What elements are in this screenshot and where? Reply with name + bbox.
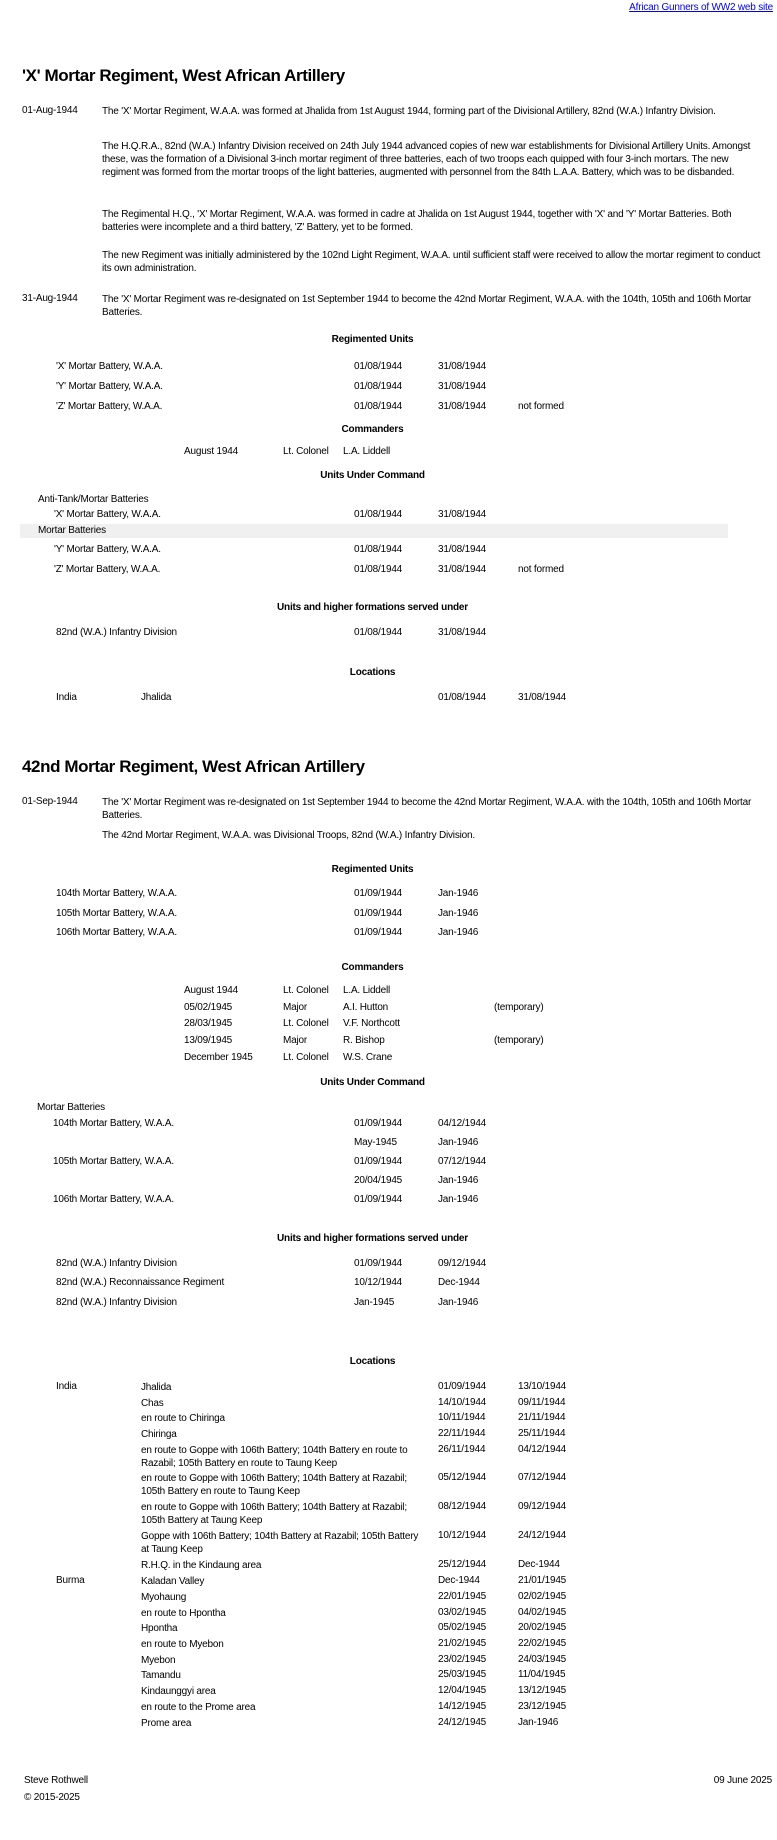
date-from: 10/12/1944 bbox=[438, 1530, 487, 1541]
locations-heading: Locations bbox=[349, 1356, 396, 1367]
date-from: 14/10/1944 bbox=[438, 1397, 487, 1408]
commander-name: R. Bishop bbox=[343, 1035, 385, 1046]
footer-copyright: © 2015-2025 bbox=[24, 1792, 80, 1803]
unit-note: not formed bbox=[518, 564, 564, 575]
date-to: 21/01/1945 bbox=[518, 1575, 567, 1586]
date-to: 24/03/1945 bbox=[518, 1654, 567, 1665]
date-to: 31/08/1944 bbox=[438, 564, 487, 575]
group-label: Anti-Tank/Mortar Batteries bbox=[38, 494, 149, 505]
date-from: 01/08/1944 bbox=[354, 401, 403, 412]
commander-date: August 1944 bbox=[184, 446, 238, 457]
date-to: 09/12/1944 bbox=[518, 1501, 567, 1512]
date-from: 01/08/1944 bbox=[354, 627, 403, 638]
entry-date: 31-Aug-1944 bbox=[22, 293, 78, 304]
date-from: Dec-1944 bbox=[438, 1575, 480, 1586]
commander-name: W.S. Crane bbox=[343, 1052, 393, 1063]
commander-name: A.I. Hutton bbox=[343, 1002, 389, 1013]
date-to: 04/02/1945 bbox=[518, 1607, 567, 1618]
date-to: 07/12/1944 bbox=[518, 1472, 567, 1483]
date-from: 22/01/1945 bbox=[438, 1591, 487, 1602]
date-to: Dec-1944 bbox=[438, 1277, 480, 1288]
commanders-heading: Commanders bbox=[341, 962, 404, 973]
group-stripe bbox=[20, 524, 728, 538]
unit-name: 106th Mortar Battery, W.A.A. bbox=[53, 1194, 174, 1205]
commander-rank: Lt. Colonel bbox=[283, 446, 329, 457]
unit-name: 105th Mortar Battery, W.A.A. bbox=[53, 1156, 174, 1167]
date-to: 02/02/1945 bbox=[518, 1591, 567, 1602]
date-to: 13/10/1944 bbox=[518, 1381, 567, 1392]
commander-note: (temporary) bbox=[494, 1002, 544, 1013]
location-country: Burma bbox=[56, 1575, 85, 1586]
date-from: 24/12/1945 bbox=[438, 1717, 487, 1728]
date-from: 01/08/1944 bbox=[438, 692, 487, 703]
locations-heading: Locations bbox=[349, 667, 396, 678]
date-from: 01/08/1944 bbox=[354, 381, 403, 392]
date-from: Jan-1945 bbox=[354, 1297, 395, 1308]
location-place: en route to Goppe with 106th Battery; 104th Battery at Razabil; 105th Battery at Taung Keep bbox=[141, 1502, 407, 1526]
date-to: Jan-1946 bbox=[438, 908, 479, 919]
unit-name: 'Z' Mortar Battery, W.A.A. bbox=[56, 401, 163, 412]
commander-rank: Lt. Colonel bbox=[283, 985, 329, 996]
date-to: 31/08/1944 bbox=[438, 361, 487, 372]
unit-name: 'Y' Mortar Battery, W.A.A. bbox=[56, 381, 163, 392]
commander-date: 28/03/1945 bbox=[184, 1018, 233, 1029]
location-place: en route to Hpontha bbox=[141, 1608, 226, 1619]
formation-name: 82nd (W.A.) Infantry Division bbox=[56, 627, 177, 638]
date-to: Jan-1946 bbox=[438, 1137, 479, 1148]
date-from: 05/02/1945 bbox=[438, 1622, 487, 1633]
date-to: 31/08/1944 bbox=[438, 401, 487, 412]
unit-note: not formed bbox=[518, 401, 564, 412]
date-to: 04/12/1944 bbox=[438, 1118, 487, 1129]
location-place: Prome area bbox=[141, 1718, 192, 1729]
commander-date: August 1944 bbox=[184, 985, 238, 996]
commander-rank: Lt. Colonel bbox=[283, 1052, 329, 1063]
date-to: 20/02/1945 bbox=[518, 1622, 567, 1633]
date-to: 31/08/1944 bbox=[438, 627, 487, 638]
location-place: Myohaung bbox=[141, 1592, 187, 1603]
date-to: Dec-1944 bbox=[518, 1559, 560, 1570]
date-from: 21/02/1945 bbox=[438, 1638, 487, 1649]
date-to: 13/12/1945 bbox=[518, 1685, 567, 1696]
date-to: Jan-1946 bbox=[438, 1175, 479, 1186]
location-place: Goppe with 106th Battery; 104th Battery at Razabil; 105th Battery at Taung Keep bbox=[141, 1531, 419, 1555]
date-to: 23/12/1945 bbox=[518, 1701, 567, 1712]
unit-name: 106th Mortar Battery, W.A.A. bbox=[56, 927, 177, 938]
location-country: India bbox=[56, 692, 77, 703]
date-to: Jan-1946 bbox=[438, 927, 479, 938]
entry-paragraph: The Regimental H.Q., 'X' Mortar Regiment, W.A.A. was formed in cadre at Jhalida on 1st August 1944, together with 'X' and 'Y' Mortar Batteries. Both batteries were incomplete and a third battery, 'Z' Battery, yet to be formed. bbox=[102, 209, 732, 233]
unit-name: 'Z' Mortar Battery, W.A.A. bbox=[54, 564, 161, 575]
entry-paragraph: The new Regiment was initially administered by the 102nd Light Regiment, W.A.A. until sufficient staff were received to allow the mortar regiment to conduct its own administration. bbox=[102, 250, 761, 274]
date-from: 01/09/1944 bbox=[354, 888, 403, 899]
date-from: 01/08/1944 bbox=[354, 544, 403, 555]
date-to: 09/11/1944 bbox=[518, 1397, 566, 1408]
commander-date: December 1945 bbox=[184, 1052, 253, 1063]
date-from: 01/09/1944 bbox=[354, 1194, 403, 1205]
commander-note: (temporary) bbox=[494, 1035, 544, 1046]
date-to: 31/08/1944 bbox=[438, 381, 487, 392]
location-place: Myebon bbox=[141, 1655, 176, 1666]
commander-date: 13/09/1945 bbox=[184, 1035, 233, 1046]
date-from: 12/04/1945 bbox=[438, 1685, 487, 1696]
date-from: 26/11/1944 bbox=[438, 1444, 486, 1455]
commander-name: V.F. Northcott bbox=[343, 1018, 400, 1029]
date-to: 07/12/1944 bbox=[438, 1156, 487, 1167]
footer-author: Steve Rothwell bbox=[24, 1775, 88, 1786]
formation-name: 82nd (W.A.) Reconnaissance Regiment bbox=[56, 1277, 225, 1288]
location-place: Chas bbox=[141, 1398, 164, 1409]
date-from: 01/08/1944 bbox=[354, 564, 403, 575]
commander-rank: Lt. Colonel bbox=[283, 1018, 329, 1029]
date-from: 01/09/1944 bbox=[354, 1156, 403, 1167]
date-from: May-1945 bbox=[354, 1137, 397, 1148]
commander-name: L.A. Liddell bbox=[343, 985, 391, 996]
commander-rank: Major bbox=[283, 1002, 308, 1013]
unit-name: 104th Mortar Battery, W.A.A. bbox=[56, 888, 177, 899]
date-from: 25/12/1944 bbox=[438, 1559, 487, 1570]
location-place: Jhalida bbox=[141, 1382, 172, 1393]
date-from: 01/09/1944 bbox=[438, 1381, 487, 1392]
entry-paragraph: The 'X' Mortar Regiment, W.A.A. was formed at Jhalida from 1st August 1944, forming part of the Divisional Artillery, 82nd (W.A.) Infantry Division. bbox=[102, 106, 716, 117]
date-to: 22/02/1945 bbox=[518, 1638, 567, 1649]
regimented-units-heading: Regimented Units bbox=[331, 864, 414, 875]
entry-paragraph: The 42nd Mortar Regiment, W.A.A. was Divisional Troops, 82nd (W.A.) Infantry Division. bbox=[102, 830, 475, 841]
date-to: Jan-1946 bbox=[438, 1194, 479, 1205]
location-place: Jhalida bbox=[141, 692, 172, 703]
unit-name: 105th Mortar Battery, W.A.A. bbox=[56, 908, 177, 919]
date-to: 09/12/1944 bbox=[438, 1258, 487, 1269]
date-to: 31/08/1944 bbox=[438, 544, 487, 555]
group-label: Mortar Batteries bbox=[37, 1102, 105, 1113]
entry-paragraph: The 'X' Mortar Regiment was re-designated on 1st September 1944 to become the 42nd Mortar Regiment, W.A.A. with the 104th, 105th and 106th Mortar Batteries. bbox=[102, 294, 752, 318]
location-place: Chiringa bbox=[141, 1429, 177, 1440]
regimented-units-heading: Regimented Units bbox=[331, 334, 414, 345]
entry-paragraph: The 'X' Mortar Regiment was re-designated on 1st September 1944 to become the 42nd Mortar Regiment, W.A.A. with the 104th, 105th and 106th Mortar Batteries. bbox=[102, 797, 752, 821]
date-to: 31/08/1944 bbox=[518, 692, 567, 703]
location-place: R.H.Q. in the Kindaung area bbox=[141, 1560, 262, 1571]
date-from: 20/04/1945 bbox=[354, 1175, 403, 1186]
location-place: en route to the Prome area bbox=[141, 1702, 256, 1713]
date-to: 25/11/1944 bbox=[518, 1428, 566, 1439]
commanders-heading: Commanders bbox=[341, 424, 404, 435]
date-from: 08/12/1944 bbox=[438, 1501, 487, 1512]
date-from: 10/12/1944 bbox=[354, 1277, 403, 1288]
location-place: en route to Goppe with 106th Battery; 104th Battery en route to Razabil; 105th Battery en route to Taung Keep bbox=[141, 1445, 408, 1469]
group-label: Mortar Batteries bbox=[38, 525, 106, 536]
commander-rank: Major bbox=[283, 1035, 308, 1046]
date-from: 22/11/1944 bbox=[438, 1428, 486, 1439]
unit-name: 104th Mortar Battery, W.A.A. bbox=[53, 1118, 174, 1129]
date-to: Jan-1946 bbox=[438, 1297, 479, 1308]
unit-name: 'X' Mortar Battery, W.A.A. bbox=[54, 509, 161, 520]
date-from: 10/11/1944 bbox=[438, 1412, 486, 1423]
unit-name: 'Y' Mortar Battery, W.A.A. bbox=[54, 544, 161, 555]
date-from: 01/08/1944 bbox=[354, 361, 403, 372]
formation-name: 82nd (W.A.) Infantry Division bbox=[56, 1297, 177, 1308]
location-place: Kaladan Valley bbox=[141, 1576, 205, 1587]
date-to: Jan-1946 bbox=[518, 1717, 559, 1728]
section-title: 42nd Mortar Regiment, West African Artillery bbox=[22, 757, 365, 776]
footer-date: 09 June 2025 bbox=[713, 1775, 772, 1786]
formation-name: 82nd (W.A.) Infantry Division bbox=[56, 1258, 177, 1269]
commander-date: 05/02/1945 bbox=[184, 1002, 233, 1013]
served-under-heading: Units and higher formations served under bbox=[277, 1233, 468, 1244]
date-from: 03/02/1945 bbox=[438, 1607, 487, 1618]
location-place: en route to Goppe with 106th Battery; 104th Battery at Razabil; 105th Battery en route to Taung Keep bbox=[141, 1473, 407, 1497]
date-to: 24/12/1944 bbox=[518, 1530, 567, 1541]
date-from: 01/09/1944 bbox=[354, 1118, 403, 1129]
date-to: 04/12/1944 bbox=[518, 1444, 567, 1455]
served-under-heading: Units and higher formations served under bbox=[277, 602, 468, 613]
unit-name: 'X' Mortar Battery, W.A.A. bbox=[56, 361, 163, 372]
date-from: 23/02/1945 bbox=[438, 1654, 487, 1665]
location-place: en route to Chiringa bbox=[141, 1413, 225, 1424]
date-from: 01/09/1944 bbox=[354, 1258, 403, 1269]
date-to: 31/08/1944 bbox=[438, 509, 487, 520]
site-home-link[interactable]: African Gunners of WW2 web site bbox=[629, 2, 773, 13]
date-to: 21/11/1944 bbox=[518, 1412, 566, 1423]
date-from: 14/12/1945 bbox=[438, 1701, 487, 1712]
entry-date: 01-Aug-1944 bbox=[22, 105, 78, 116]
location-country: India bbox=[56, 1381, 77, 1392]
date-to: Jan-1946 bbox=[438, 888, 479, 899]
date-to: 11/04/1945 bbox=[518, 1669, 566, 1680]
date-from: 01/08/1944 bbox=[354, 509, 403, 520]
location-place: en route to Myebon bbox=[141, 1639, 224, 1650]
commander-name: L.A. Liddell bbox=[343, 446, 391, 457]
location-place: Hpontha bbox=[141, 1623, 178, 1634]
page-title: 'X' Mortar Regiment, West African Artillery bbox=[22, 66, 345, 85]
location-place: Tamandu bbox=[141, 1670, 181, 1681]
date-from: 05/12/1944 bbox=[438, 1472, 487, 1483]
units-under-command-heading: Units Under Command bbox=[320, 1077, 425, 1088]
entry-paragraph: The H.Q.R.A., 82nd (W.A.) Infantry Division received on 24th July 1944 advanced copies of new war establishments for Divisional Artillery Units. Amongst these, was the formation of a Divisional 3-inch mortar regiment of three batteries, each of two troops each quipped with four 3-inch mortars. The new regiment was formed from the mortar troops of the light batteries, augmented with personnel from the 84th L.A.A. Battery, which was to be disbanded. bbox=[102, 141, 751, 178]
location-place: Kindaunggyi area bbox=[141, 1686, 216, 1697]
date-from: 25/03/1945 bbox=[438, 1669, 487, 1680]
entry-date: 01-Sep-1944 bbox=[22, 796, 78, 807]
date-from: 01/09/1944 bbox=[354, 927, 403, 938]
units-under-command-heading: Units Under Command bbox=[320, 470, 425, 481]
date-from: 01/09/1944 bbox=[354, 908, 403, 919]
